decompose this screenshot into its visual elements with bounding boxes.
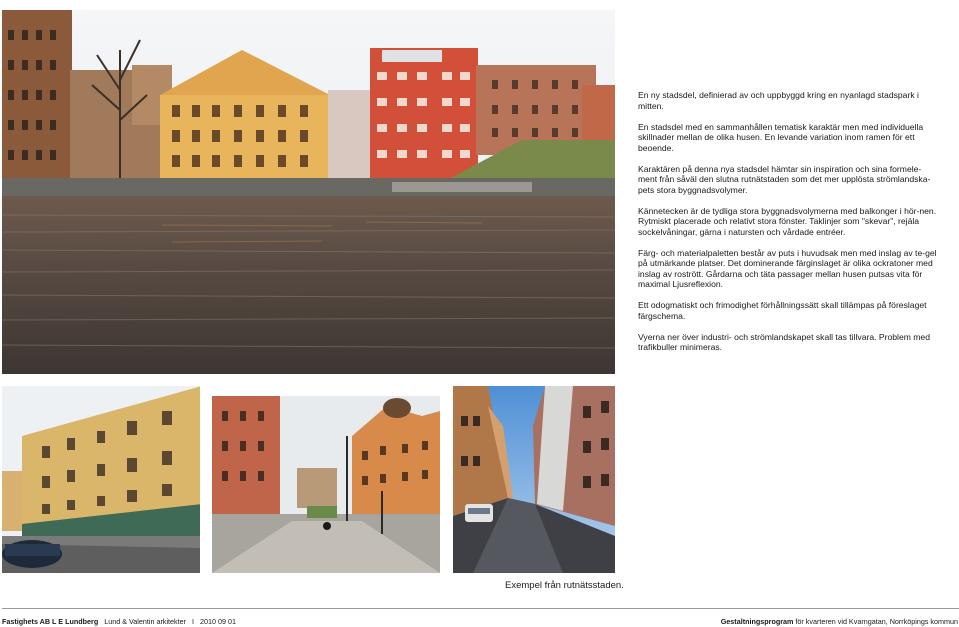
footer-program: Gestaltningsprogram — [720, 617, 794, 626]
footer-firm: Lund & Valentin arkitekter — [104, 617, 187, 626]
paragraph-4: Kännetecken är de tydliga stora byggnadsvolymerna med balkonger i hör-nen. Rytmiskt placerade och relativt stora fönster. Taklinjer som "skevar", rejäla sockelvåningar, gärna i natursten och vårdade entréer. — [638, 205, 937, 237]
footer-company: Fastighets AB L E Lundberg — [2, 617, 99, 626]
paragraph-2: En stadsdel med en sammanhållen tematisk karaktär men med individuella skillnader mellan de olika husen. En levande variation inom ramen för ett beoende. — [638, 121, 924, 153]
paragraph-1: En ny stadsdel, definierad av och uppbyggd kring en nyanlagd stadspark i mitten. — [638, 90, 919, 111]
description-text-column — [638, 90, 938, 363]
paragraph-3: Karaktären på denna nya stadsdel hämtar sin inspiration och sina formele-ment från såväl den slutna rutnätstaden som det mer upplösta strömlandska-pets stora byggnadsvolymer. — [638, 163, 931, 195]
paragraph-6: Ett odogmatiskt och frimodighet förhållningssätt skall tillämpas på föreslaget färgschema. — [638, 300, 927, 321]
thumbnail-city-square — [212, 396, 440, 573]
thumbnail-yellow-building — [2, 386, 200, 573]
footer-program-rest: för kvarteren vid Kvarngatan, Norrköpings kommun — [795, 617, 958, 626]
paragraph-5: Färg- och materialpaletten består av puts i huvudsak men med inslag av te-gel på utmärkande platser. Det dominerande färginslaget är olika ockratoner med inslag av rostrött. Gårdarna och täta passager mellan husen putsas vita för maximal Ljusreflexion. — [638, 247, 937, 289]
footer-date: 2010 09 01 — [200, 617, 237, 626]
footer-divider — [2, 608, 959, 609]
main-photo-river-buildings — [2, 10, 615, 374]
photo-caption: Exempel från rutnätsstaden. — [505, 580, 624, 591]
footer-separator: I — [192, 617, 195, 626]
thumbnail-narrow-street — [453, 386, 615, 573]
paragraph-7: Vyerna ner över industri- och strömlandskapet skall tas tillvara. Problem med trafikbuller minimeras. — [638, 331, 930, 352]
footer-left — [2, 617, 236, 626]
footer-right — [721, 617, 958, 626]
